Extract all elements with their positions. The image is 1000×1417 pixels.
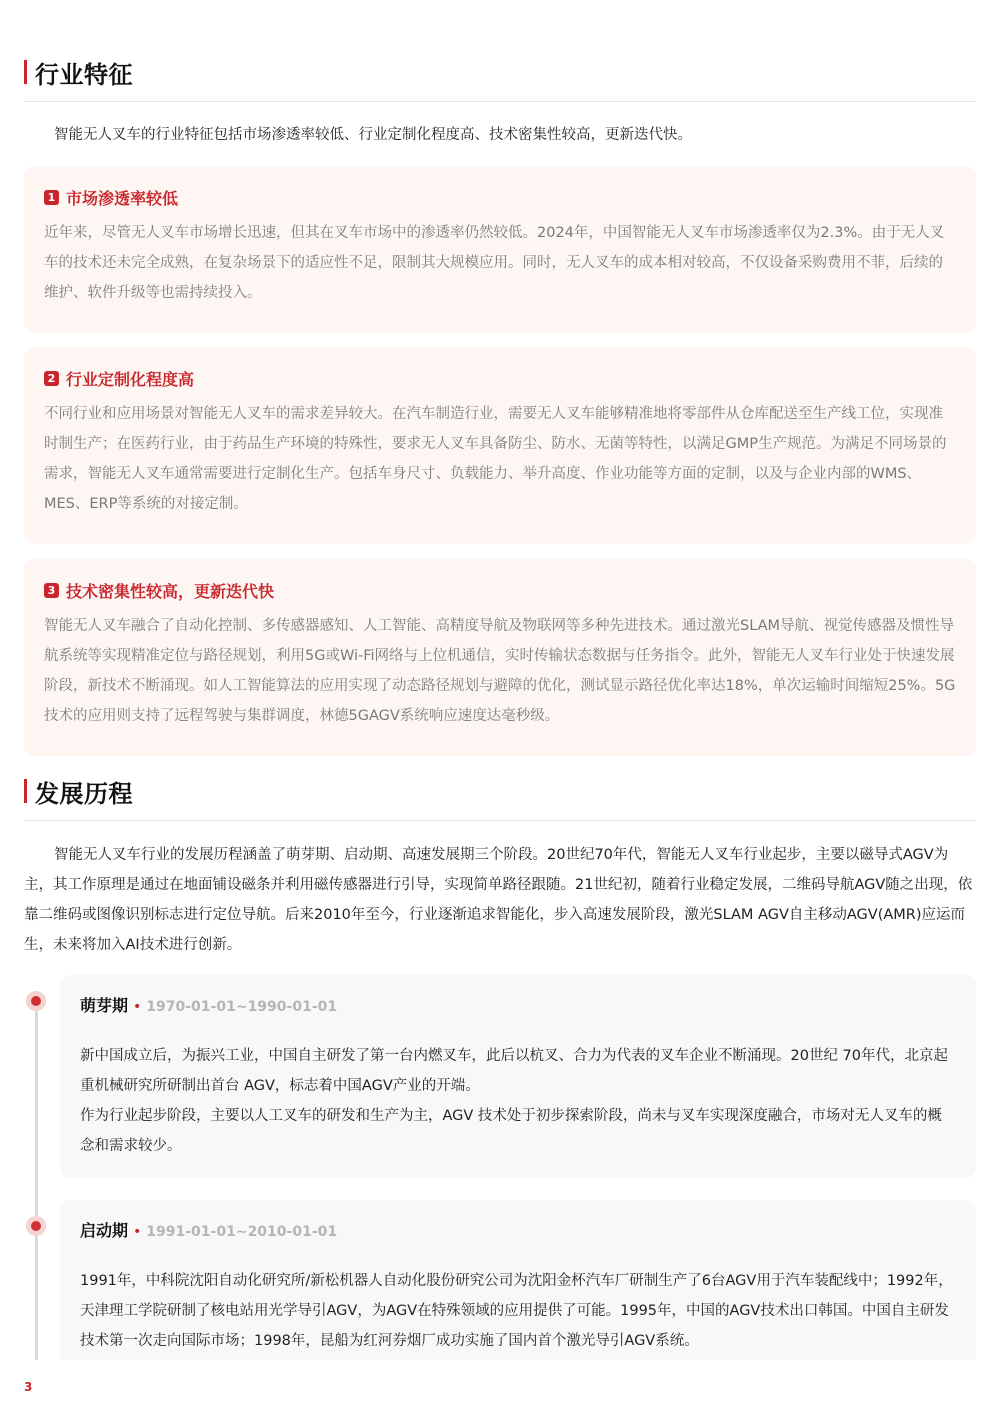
section-accent-bar xyxy=(24,60,27,84)
timeline-body xyxy=(80,1266,956,1356)
section-divider xyxy=(24,101,976,102)
feature-card-body: 不同行业和应用场景对智能无人叉车的需求差异较大。在汽车制造行业，需要无人叉车能够精准地将零部件从仓库配送至生产线工位，实现准时制生产；在医药行业，由于药品生产环境的特殊性，要求无人叉车具备防尘、防水、无菌等特性，以满足GMP生产规范。为满足不同场景的需求，智能无人叉车通常需要进行定制化生产。包括车身尺寸、负载能力、举升高度、作业功能等方面的定制，以及与企业内部的WMS、MES、ERP等系统的对接定制。 xyxy=(44,406,947,512)
feature-card-3 xyxy=(24,559,976,756)
section-accent-bar xyxy=(24,779,27,803)
section-divider xyxy=(24,820,976,821)
timeline-date-range: 1970-01-01~1990-01-01 xyxy=(146,999,338,1015)
timeline-card-header xyxy=(80,1218,956,1244)
timeline-dot-core xyxy=(31,1221,41,1231)
timeline-dot-core xyxy=(31,996,41,1006)
timeline-phase: 启动期 xyxy=(80,1221,129,1240)
industry-section-header xyxy=(24,55,976,89)
feature-card-title: 市场渗透率较低 xyxy=(66,188,179,208)
feature-card-2-header xyxy=(44,361,956,395)
timeline-separator: • xyxy=(133,999,142,1015)
timeline-paragraph: 1991年，中科院沈阳自动化研究所/新松机器人自动化股份研究公司为沈阳金杯汽车厂研制生产了6台AGV用于汽车装配线中；1992年，天津理工学院研制了核电站用光学导引AGV，为AGV在特殊领域的应用提供了可能。1995年，中国的AGV技术出口韩国。中国自主研发技术第一次走向国际市场；1998年，昆船为红河券烟厂成功实施了国内首个激光导引AGV系统。 xyxy=(80,1273,953,1349)
feature-number-badge: 2 xyxy=(44,371,59,386)
timeline-paragraph: 作为行业起步阶段，主要以人工叉车的研发和生产为主，AGV 技术处于初步探索阶段，尚未与叉车实现深度融合，市场对无人叉车的概念和需求较少。 xyxy=(80,1108,942,1154)
timeline-separator: • xyxy=(133,1224,142,1240)
industry-section xyxy=(24,55,976,102)
feature-card-1 xyxy=(24,166,976,333)
timeline-card-2 xyxy=(60,1200,976,1360)
page-number: 3 xyxy=(24,1380,33,1394)
timeline-dot xyxy=(26,1216,46,1236)
timeline-date-range: 1991-01-01~2010-01-01 xyxy=(146,1224,338,1240)
history-section-title: 发展历程 xyxy=(35,779,133,808)
feature-card-2 xyxy=(24,347,976,544)
history-section-header xyxy=(24,774,976,808)
feature-card-title: 行业定制化程度高 xyxy=(66,369,195,389)
industry-section-title: 行业特征 xyxy=(35,60,133,89)
timeline-dot xyxy=(26,991,46,1011)
feature-card-body: 智能无人叉车融合了自动化控制、多传感器感知、人工智能、高精度导航及物联网等多种先进技术。通过激光SLAM导航、视觉传感器及惯性导航系统等实现精准定位与路径规划，利用5G或Wi-Fi网络与上位机通信，实时传输状态数据与任务指令。此外，智能无人叉车行业处于快速发展阶段，新技术不断涌现。如人工智能算法的应用实现了动态路径规划与避障的优化，测试显示路径优化率达18%，单次运输时间缩短25%。5G技术的应用则支持了远程驾驶与集群调度，林德5GAGV系统响应速度达毫秒级。 xyxy=(44,618,956,724)
timeline-phase: 萌芽期 xyxy=(80,996,129,1015)
industry-intro: 智能无人叉车的行业特征包括市场渗透率较低、行业定制化程度高、技术密集性较高，更新迭代快。 xyxy=(54,127,692,143)
feature-card-1-header xyxy=(44,180,956,214)
feature-number-badge: 3 xyxy=(44,583,59,598)
feature-card-body: 近年来，尽管无人叉车市场增长迅速，但其在叉车市场中的渗透率仍然较低。2024年，中国智能无人叉车市场渗透率仅为2.3%。由于无人叉车的技术还未完全成熟，在复杂场景下的适应性不足，限制其大规模应用。同时，无人叉车的成本相对较高，不仅设备采购费用不菲，后续的维护、软件升级等也需持续投入。 xyxy=(44,225,945,301)
feature-card-title: 技术密集性较高，更新迭代快 xyxy=(66,581,275,601)
history-timeline xyxy=(24,975,976,1360)
timeline-paragraph: 新中国成立后，为振兴工业，中国自主研发了第一台内燃叉车，此后以杭叉、合力为代表的叉车企业不断涌现。20世纪 70年代，北京起重机械研究所研制出首台 AGV，标志着中国AGV产业的开端。 xyxy=(80,1048,949,1094)
feature-card-3-header xyxy=(44,573,956,607)
history-section xyxy=(24,774,976,821)
timeline-body xyxy=(80,1041,956,1161)
history-intro: 智能无人叉车行业的发展历程涵盖了萌芽期、启动期、高速发展期三个阶段。20世纪70年代，智能无人叉车行业起步，主要以磁导式AGV为主，其工作原理是通过在地面铺设磁条并利用磁传感器进行引导，实现简单路径跟随。21世纪初，随着行业稳定发展，二维码导航AGV随之出现，依靠二维码或图像识别标志进行定位导航。后来2010年至今，行业逐渐追求智能化，步入高速发展阶段，激光SLAM AGV自主移动AGV(AMR)应运而生，未来将加入AI技术进行创新。 xyxy=(24,847,973,953)
timeline-card-header xyxy=(80,993,956,1019)
timeline-line xyxy=(35,993,38,1360)
timeline-card-1 xyxy=(60,975,976,1178)
feature-number-badge: 1 xyxy=(44,190,59,205)
